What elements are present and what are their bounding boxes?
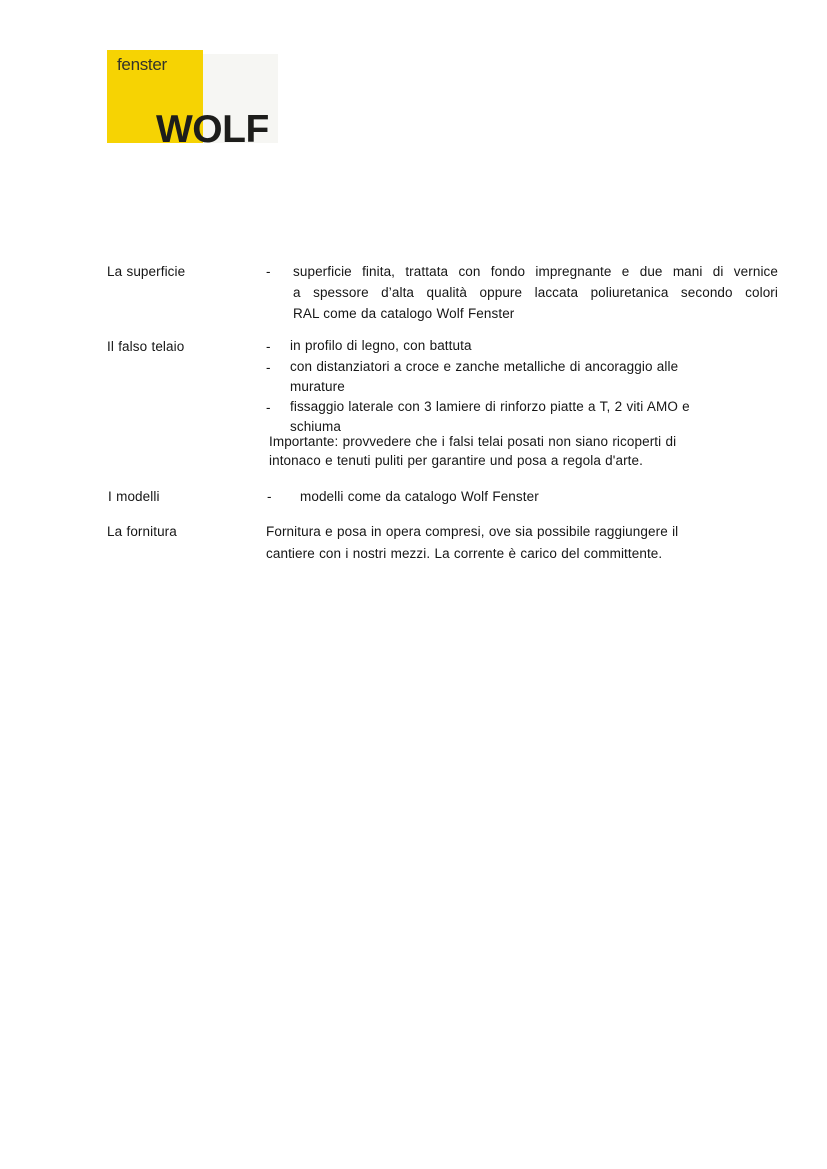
paragraph-fornitura <box>266 521 678 565</box>
label-il-falso-telaio: Il falso telaio <box>107 339 185 354</box>
label-la-fornitura: La fornitura <box>107 524 177 539</box>
falso-b3-line-1: fissaggio laterale con 3 lamiere di rinforzo piatte a T, 2 viti AMO e <box>290 399 690 414</box>
note-importante <box>269 432 676 470</box>
label-i-modelli: I modelli <box>108 489 160 504</box>
bullet-dash-modelli: - <box>267 489 272 504</box>
bullet-falso-3 <box>290 397 690 437</box>
label-la-superficie: La superficie <box>107 264 186 279</box>
paragraph-superficie <box>293 261 778 324</box>
modelli-line-1: modelli come da catalogo Wolf Fenster <box>300 489 539 504</box>
falso-b1-line-1: in profilo di legno, con battuta <box>290 338 472 353</box>
note-line-1: Importante: provvedere che i falsi telai posati non siano ricoperti di <box>269 434 677 449</box>
fornitura-line-1: Fornitura e posa in opera compresi, ove sia possibile raggiungere il <box>266 524 679 539</box>
logo-wolf-wordmark: WOLF <box>156 108 269 151</box>
note-line-2: intonaco e tenuti puliti per garantire und posa a regola d'arte. <box>269 453 643 468</box>
bullet-falso-2 <box>290 357 678 397</box>
falso-b2-line-1: con distanziatori a croce e zanche metalliche di ancoraggio alle <box>290 359 679 374</box>
falso-b2-line-2: murature <box>290 379 345 394</box>
bullet-dash-falso-2: - <box>266 360 271 375</box>
logo-fenster-text: fenster <box>117 55 167 74</box>
bullet-falso-1 <box>290 336 472 356</box>
bullet-dash-falso-3: - <box>266 400 271 415</box>
wolf-fenster-logo <box>107 50 278 151</box>
bullet-dash-superficie: - <box>266 264 271 279</box>
fornitura-line-2: cantiere con i nostri mezzi. La corrente è carico del committente. <box>266 546 663 561</box>
falso-b3-line-2: schiuma <box>290 419 341 434</box>
superficie-line-1: superficie finita, trattata con fondo impregnante e due mani di vernice <box>293 264 778 279</box>
superficie-line-3: RAL come da catalogo Wolf Fenster <box>293 306 515 321</box>
bullet-modelli <box>300 486 539 507</box>
superficie-line-2: a spessore d’alta qualità oppure laccata poliuretanica secondo colori <box>293 285 778 300</box>
bullet-dash-falso-1: - <box>266 339 271 354</box>
